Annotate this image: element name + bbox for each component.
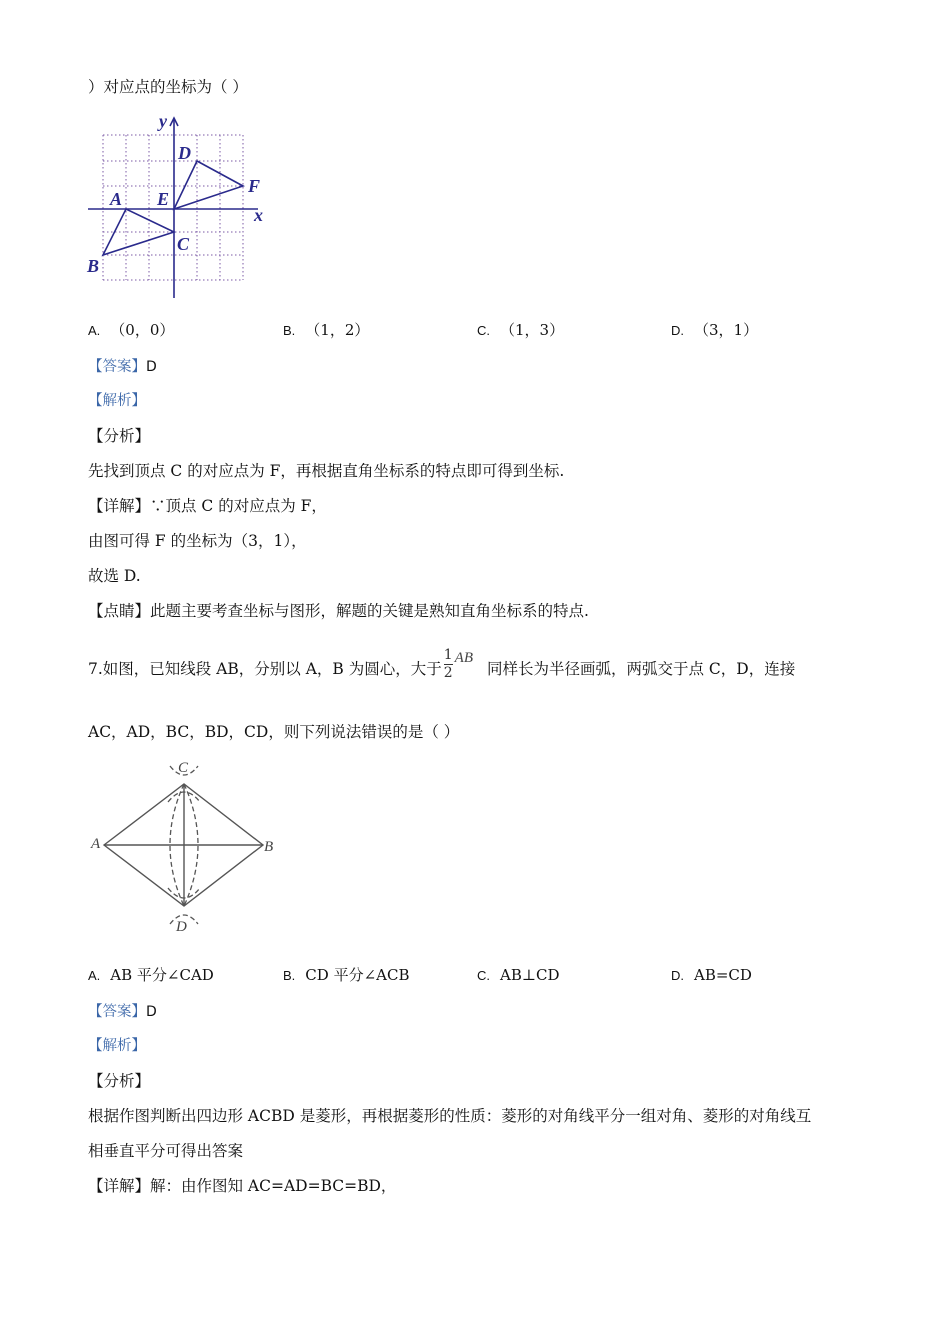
q6-option-a: A. （0，0）: [88, 321, 175, 339]
q6-option-c: C. （1，3）: [477, 321, 565, 339]
q6-answer: 【答案】D: [88, 359, 157, 375]
fig-label-y: y: [159, 111, 167, 131]
q7-option-b: B. CD 平分∠ACB: [283, 966, 410, 984]
q7-detail-1: 【详解】解：由作图知 AC=AD=BC=BD，: [88, 1177, 397, 1195]
fig-label-D: D: [178, 143, 191, 163]
q6-fenxi-text: 先找到顶点 C 的对应点为 F，再根据直角坐标系的特点即可得到坐标.: [88, 462, 565, 480]
q6-detail-1: 【详解】∵顶点 C 的对应点为 F，: [88, 497, 327, 515]
q6-stem-tail: ）对应点的坐标为（ ）: [88, 78, 248, 96]
q7-option-d: D. AB=CD: [671, 966, 752, 984]
q7-fenxi-text-1: 根据作图判断出四边形 ACBD 是菱形，再根据菱形的性质：菱形的对角线平分一组对角、菱形的对角线互: [88, 1107, 812, 1125]
q7-stem-line-1: 7.如图，已知线段 AB，分别以 A，B 为圆心，大于 $\frac{1}{2}$ AB同样长为半径画弧，两弧交于点 C，D，连接: [88, 646, 796, 681]
q7-rhombus-figure: [88, 754, 288, 939]
q7-answer: 【答案】D: [88, 1004, 157, 1020]
fig7-label-A: A: [91, 836, 101, 852]
fig-label-A: A: [110, 189, 123, 209]
q7-analysis-tag: 【解析】: [88, 1038, 146, 1054]
fig-label-x: x: [254, 205, 263, 225]
q6-fenxi-tag: 【分析】: [88, 427, 151, 445]
q6-detail-2: 由图可得 F 的坐标为（3，1），: [88, 532, 307, 550]
q6-analysis-tag: 【解析】: [88, 393, 146, 409]
q7-fenxi-text-2: 相垂直平分可得出答案: [88, 1142, 244, 1160]
q6-option-d: D. （3，1）: [671, 321, 759, 339]
q7-fenxi-tag: 【分析】: [88, 1072, 151, 1090]
q6-coordinate-figure: [80, 108, 280, 308]
fig-label-E: E: [157, 189, 170, 209]
fig7-label-C: C: [178, 760, 189, 776]
fig-label-C: C: [177, 234, 190, 254]
q6-dianjing: 【点睛】此题主要考查坐标与图形，解题的关键是熟知直角坐标系的特点.: [88, 602, 589, 620]
fig7-label-B: B: [264, 839, 274, 855]
q7-option-c: C. AB⊥CD: [477, 966, 560, 984]
fig-label-F: F: [248, 176, 261, 196]
q7-stem-line-2: AC，AD，BC，BD，CD，则下列说法错误的是（ ）: [88, 723, 460, 741]
q6-detail-3: 故选 D.: [88, 567, 141, 585]
q7-option-a: A. AB 平分∠CAD: [88, 966, 214, 984]
fraction-half: $\frac{1}{2}$: [443, 646, 453, 681]
q6-option-b: B. （1，2）: [283, 321, 370, 339]
fig7-label-D: D: [176, 919, 187, 935]
fig-label-B: B: [87, 256, 100, 276]
